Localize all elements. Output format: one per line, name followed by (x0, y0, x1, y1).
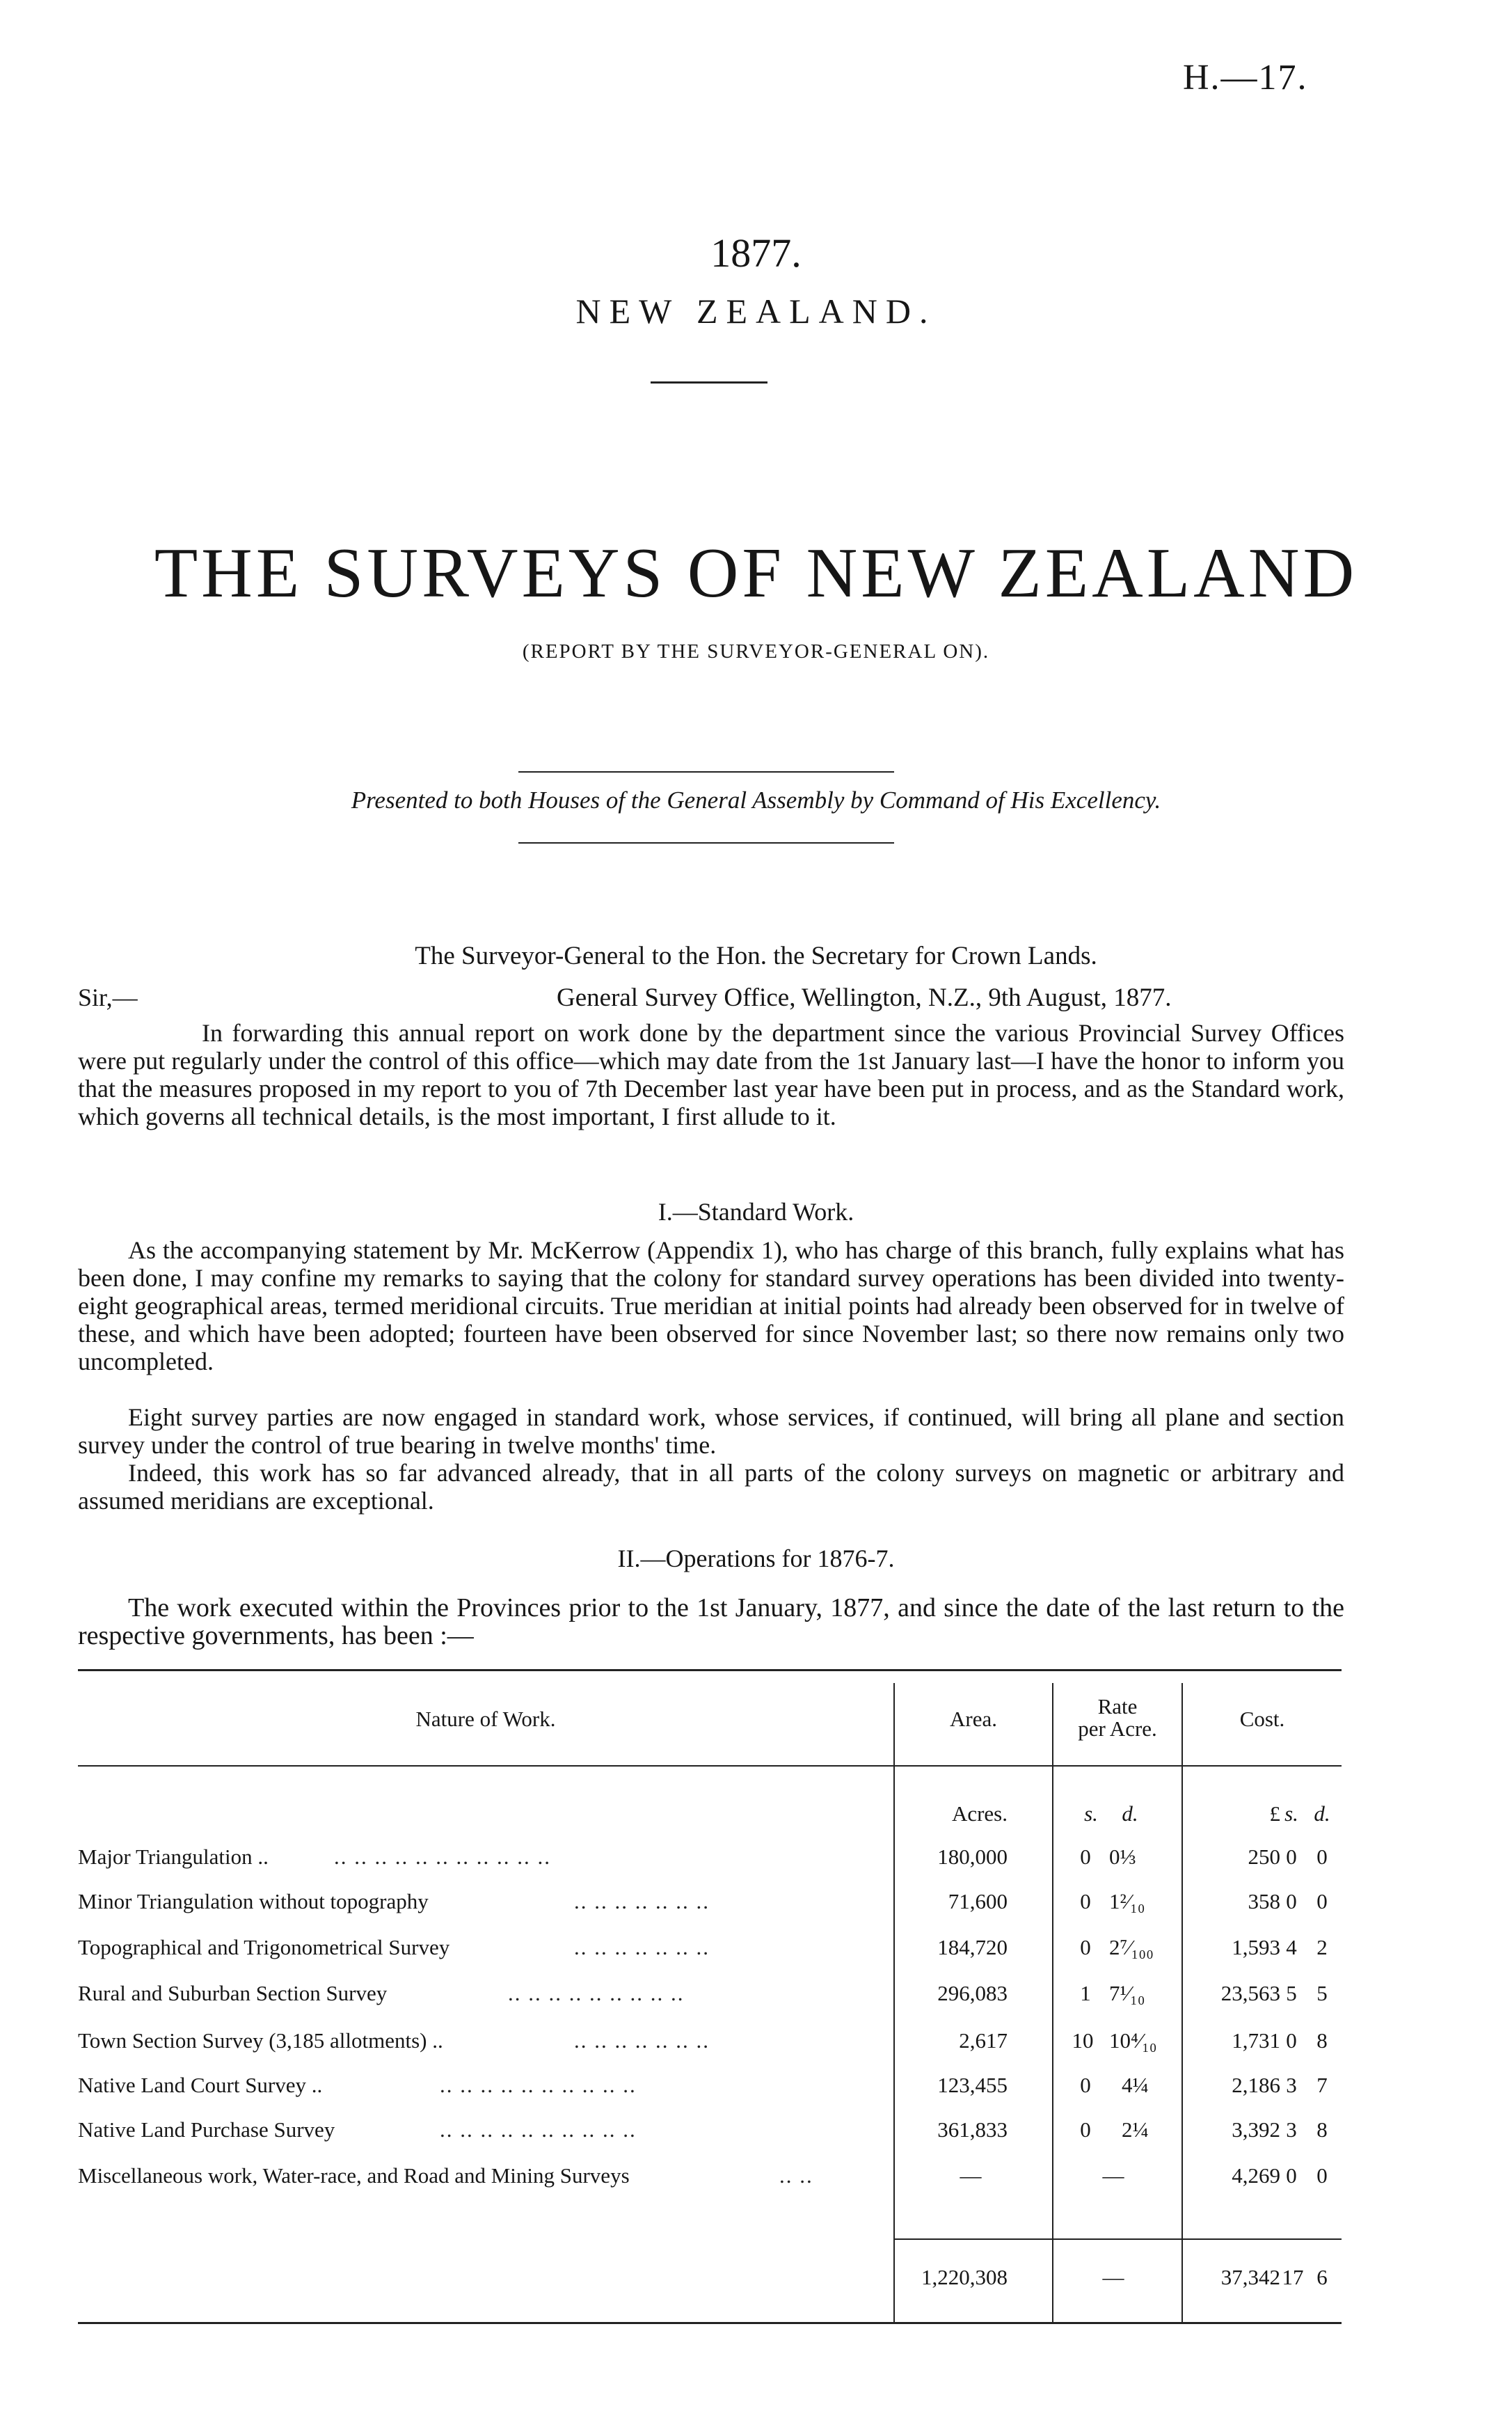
unit-pound: £ (1269, 1801, 1280, 1826)
row-pounds: 2,186 (1232, 2073, 1280, 2097)
divider-bottom (518, 842, 894, 844)
standard-work-paragraph-2: Eight survey parties are now engaged in standard work, whose services, if continued, will bring all plane and section survey under the control of true bearing in twelve months' time. (78, 1403, 1344, 1459)
country: NEW ZEALAND. (575, 292, 937, 331)
unit-rate-d: d. (1122, 1801, 1138, 1826)
row-pence: 0 (1316, 2163, 1328, 2188)
table-bottom-rule (78, 2322, 1342, 2324)
row-area: 361,833 (937, 2117, 1008, 2142)
row-area: 2,617 (959, 2028, 1008, 2053)
table-header-rule (78, 1765, 1342, 1767)
row-pounds: 23,563 (1220, 1981, 1280, 2005)
row-label: Native Land Purchase Survey (78, 2117, 335, 2142)
operations-intro: The work executed within the Provinces prior to the 1st January, 1877, and since the date of the last return to the respective governments, has been :— (78, 1593, 1344, 1650)
row-shillings: 3 (1286, 2117, 1297, 2142)
row-pounds: 4,269 (1232, 2163, 1280, 2188)
row-rate-d: 2¼ (1122, 2117, 1149, 2142)
row-label: Rural and Suburban Section Survey (78, 1981, 388, 2005)
header-cost: Cost. (1239, 1707, 1285, 1731)
year: 1877. (710, 230, 802, 276)
divider-short (651, 381, 767, 384)
header-rate-line-2: per Acre. (1078, 1716, 1157, 1741)
unit-acres: Acres. (951, 1801, 1008, 1826)
row-pounds: 1,731 (1232, 2028, 1280, 2053)
row-shillings: 3 (1286, 2073, 1297, 2097)
row-shillings: 0 (1286, 2028, 1297, 2053)
presented-line: Presented to both Houses of the General Assembly by Command of His Excellency. (351, 787, 1161, 814)
row-area: 184,720 (937, 1935, 1008, 1959)
row-pounds: 358 (1248, 1889, 1280, 1913)
row-label: Minor Triangulation without topography (78, 1889, 429, 1913)
standard-work-paragraph-3: Indeed, this work has so far advanced already, that in all parts of the colony surveys on magnetic or arbitrary and assumed meridians are exceptional. (78, 1459, 1344, 1515)
letter-heading: The Surveyor-General to the Hon. the Secretary for Crown Lands. (415, 942, 1097, 970)
row-leader: .. .. .. .. .. .. .. (574, 1935, 710, 1959)
dateline: General Survey Office, Wellington, N.Z., 9th August, 1877. (557, 984, 1172, 1012)
row-label: Major Triangulation .. (78, 1845, 269, 1869)
row-pounds: 3,392 (1232, 2117, 1280, 2142)
section-heading-operations: II.—Operations for 1876-7. (617, 1545, 895, 1572)
divider-top (518, 771, 894, 773)
row-pounds: 250 (1248, 1845, 1280, 1869)
row-rate-s: 0 (1080, 1889, 1091, 1913)
row-pence: 8 (1316, 2117, 1328, 2142)
standard-work-paragraph-1: As the accompanying statement by Mr. McKerrow (Appendix 1), who has charge of this branch, fully explains what has been done, I may confine my remarks to saying that the colony for standard survey operations has been divided into twenty-eight geographical areas, termed meridional circuits. True meridian at initial points had already been observed for in twelve of these, and which have been adopted; fourteen have been observed for since November last; so there now remains only two uncompleted. (78, 1236, 1344, 1375)
page-reference: H.—17. (1183, 58, 1308, 97)
salutation: Sir,— (78, 984, 138, 1011)
row-rate-s: 1 (1080, 1981, 1091, 2005)
total-area: 1,220,308 (921, 2265, 1008, 2289)
row-rate-s: 10 (1072, 2028, 1094, 2053)
row-label: Native Land Court Survey .. (78, 2073, 323, 2097)
col-divider-1 (893, 1683, 895, 2322)
total-pounds: 37,342 (1220, 2265, 1280, 2289)
row-shillings: 5 (1286, 1981, 1297, 2005)
row-leader: .. .. .. .. .. .. .. .. .. .. (440, 2117, 637, 2142)
row-rate-d: 7¹⁄₁₀ (1109, 1981, 1145, 2005)
row-pence: 5 (1316, 1981, 1328, 2005)
col-divider-2 (1052, 1683, 1053, 2322)
total-shillings: 17 (1282, 2265, 1304, 2289)
total-pence: 6 (1316, 2265, 1328, 2289)
row-area: 180,000 (937, 1845, 1008, 1869)
row-area: 296,083 (937, 1981, 1008, 2005)
totals-rule (893, 2238, 1342, 2240)
row-rate-s: 0 (1080, 2073, 1091, 2097)
row-pence: 0 (1316, 1889, 1328, 1913)
row-leader: .. .. .. .. .. .. .. .. .. .. .. (334, 1845, 551, 1869)
table-top-rule (78, 1669, 1342, 1671)
row-pounds: 1,593 (1232, 1935, 1280, 1959)
row-area: 71,600 (948, 1889, 1008, 1913)
total-rate: — (1102, 2265, 1124, 2289)
unit-cost-s: s. (1284, 1801, 1298, 1826)
row-area: 123,455 (937, 2073, 1008, 2097)
header-nature-of-work: Nature of Work. (415, 1707, 556, 1731)
document-title: THE SURVEYS OF NEW ZEALAND (154, 534, 1358, 613)
document-subtitle: (REPORT BY THE SURVEYOR-GENERAL ON). (522, 640, 990, 663)
row-label: Topographical and Trigonometrical Survey (78, 1935, 450, 1959)
row-leader: .. .. .. .. .. .. .. .. .. (508, 1981, 685, 2005)
row-pence: 7 (1316, 2073, 1328, 2097)
row-shillings: 4 (1286, 1935, 1297, 1959)
row-rate-d: 2⁷⁄₁₀₀ (1109, 1935, 1154, 1959)
row-rate-s: 0 (1080, 1845, 1091, 1869)
letter-paragraph: In forwarding this annual report on work done by the department since the various Provincial Survey Offices were put regularly under the control of this office—which may date from the 1st January last—I have the honor to inform you that the measures proposed in my report to you of 7th December last year have been put in process, and as the Standard work, which governs all technical details, is the most important, I first allude to it. (78, 1019, 1344, 1130)
row-leader: .. .. .. .. .. .. .. (574, 1889, 710, 1913)
header-rate-line-1: Rate (1097, 1694, 1138, 1719)
row-rate-s: 0 (1080, 2117, 1091, 2142)
row-shillings: 0 (1286, 1889, 1297, 1913)
row-leader: .. .. .. .. .. .. .. (574, 2028, 710, 2053)
row-rate-d: — (1102, 2163, 1124, 2188)
row-pence: 8 (1316, 2028, 1328, 2053)
row-pence: 2 (1316, 1935, 1328, 1959)
unit-rate-s: s. (1084, 1801, 1098, 1826)
unit-cost-d: d. (1314, 1801, 1330, 1826)
row-shillings: 0 (1286, 1845, 1297, 1869)
row-rate-d: 0⅓ (1109, 1845, 1136, 1869)
row-label: Town Section Survey (3,185 allotments) .. (78, 2028, 443, 2053)
row-pence: 0 (1316, 1845, 1328, 1869)
row-leader: .. .. .. .. .. .. .. .. .. .. (440, 2073, 637, 2097)
row-rate-d: 1²⁄₁₀ (1109, 1889, 1145, 1913)
row-shillings: 0 (1286, 2163, 1297, 2188)
row-label: Miscellaneous work, Water-race, and Road and Mining Surveys (78, 2163, 630, 2188)
row-rate-d: 10⁴⁄₁₀ (1109, 2028, 1157, 2053)
header-area: Area. (950, 1707, 997, 1731)
row-rate-s: 0 (1080, 1935, 1091, 1959)
row-area: — (960, 2163, 982, 2188)
section-heading-standard-work: I.—Standard Work. (658, 1198, 854, 1226)
row-rate-d: 4¼ (1122, 2073, 1149, 2097)
row-leader: .. .. (779, 2163, 813, 2188)
